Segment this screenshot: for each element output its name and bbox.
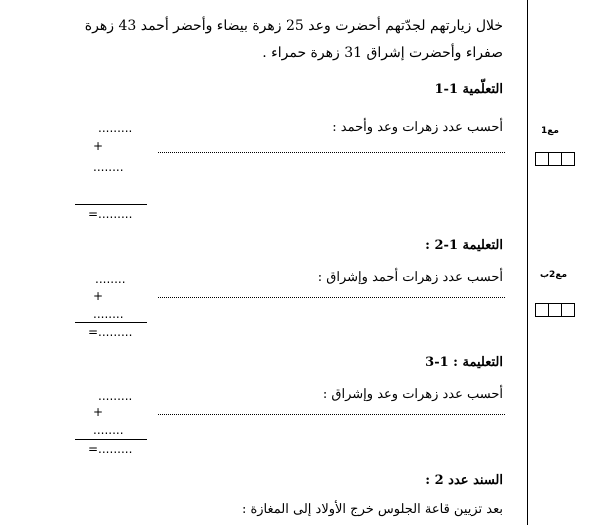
task-2-instruction: أحسب عدد زهرات أحمد وإشراق : [317, 270, 503, 285]
task-2-calc-op: + [93, 289, 104, 303]
task-1-calc-result[interactable]: =......... [88, 207, 133, 221]
task-2-calc-mid[interactable]: ........ [93, 307, 124, 321]
section-2-text: بعد تزيين قاعة الجلوس خرج الأولاد إلى المغازة : [241, 502, 503, 517]
task-3-calc-op: + [93, 405, 104, 419]
task-2-calc-result[interactable]: =......... [88, 325, 133, 339]
task-2-criterion-label: مع2ب [540, 270, 568, 280]
task-3-calc-result[interactable]: =......... [88, 442, 133, 456]
task-3-calc-mid[interactable]: ........ [93, 423, 124, 437]
task-2-calc-top[interactable]: ........ [95, 272, 126, 286]
task-1-calc-top[interactable]: ......... [98, 121, 133, 135]
task-1-criterion-label: مع1 [541, 126, 559, 136]
task-2-heading: التعليمة 1-2 : [425, 238, 503, 253]
task-2-answer-line[interactable] [158, 297, 505, 298]
task-2-sum-rule [75, 322, 147, 323]
task-1-calc-mid[interactable]: ........ [93, 160, 124, 174]
task-3-instruction: أحسب عدد زهرات وعد وإشراق : [322, 387, 503, 402]
task-3-heading: التعليمة : 1-3 [425, 355, 503, 370]
task-1-calc-op: + [93, 139, 104, 153]
task-1-score-boxes[interactable] [536, 152, 575, 166]
section-2-heading: السند عدد 2 : [425, 473, 503, 488]
task-3-sum-rule [75, 439, 147, 440]
intro-line-1: خلال زيارتهم لجدّتهم أحضرت وعد 25 زهرة بيضاء وأحضر أحمد 43 زهرة [84, 18, 503, 34]
task-3-answer-line[interactable] [158, 414, 505, 415]
task-1-sum-rule [75, 204, 147, 205]
task-1-instruction: أحسب عدد زهرات وعد وأحمد : [332, 120, 503, 135]
task-2-score-boxes[interactable] [536, 303, 575, 317]
task-3-calc-top[interactable]: ......... [98, 389, 133, 403]
task-1-heading: التعلّمية 1-1 [434, 82, 503, 97]
intro-line-2: صفراء وأحضرت إشراق 31 زهرة حمراء . [262, 45, 503, 61]
task-1-answer-line[interactable] [158, 152, 505, 153]
margin-rule [527, 0, 528, 525]
